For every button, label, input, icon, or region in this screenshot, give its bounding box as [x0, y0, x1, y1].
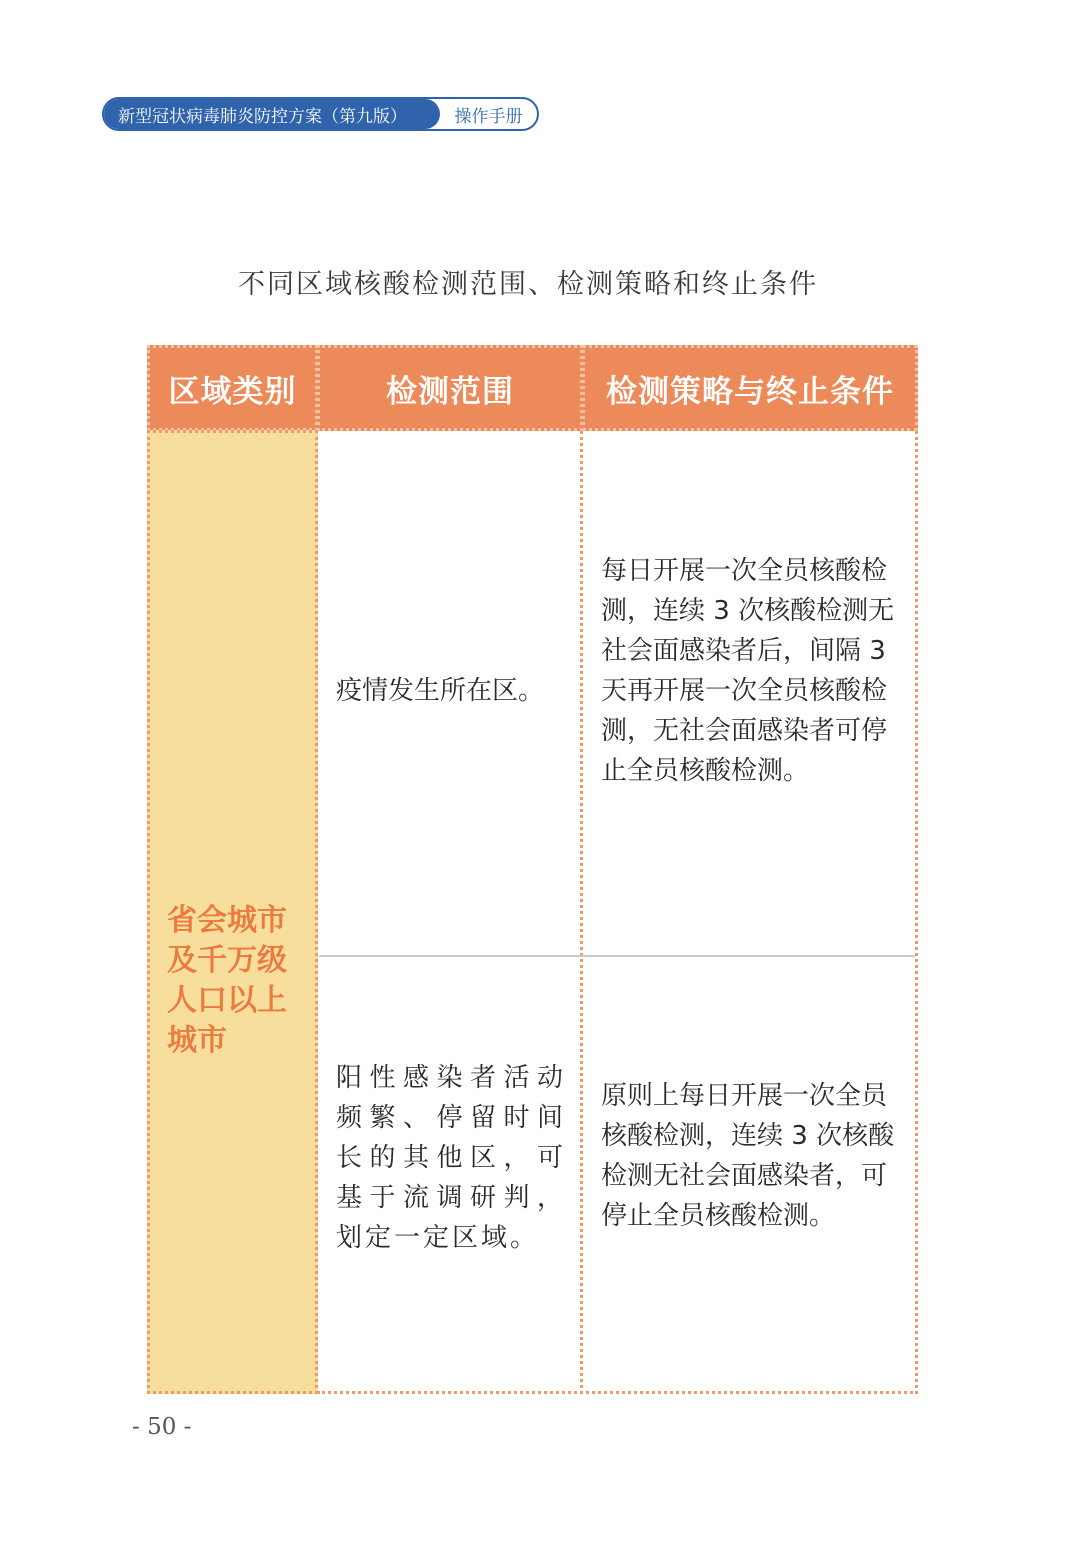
region-label: 省会城市及千万级人口以上城市	[167, 903, 287, 1058]
page-title: 不同区域核酸检测范围、检测策略和终止条件	[238, 269, 818, 300]
column-header-strategy: 检测策略与终止条件	[582, 345, 918, 431]
table-row-1-scope	[318, 431, 582, 956]
table-bottom-border	[317, 1391, 918, 1394]
row-divider	[319, 955, 915, 957]
row-1-strategy-text: 每日开展一次全员核酸检测，连续 3 次核酸检测无社会面感染者后，间隔 3 天再开展一次全员核酸检测，无社会面感染者可停止全员核酸检测。	[601, 556, 895, 786]
page-number: - 50 -	[132, 1414, 192, 1440]
row-2-strategy-text: 原则上每日开展一次全员核酸检测，连续 3 次核酸检测无社会面感染者，可停止全员核酸检测。	[601, 1080, 895, 1231]
table-row-2-strategy	[583, 957, 915, 1392]
running-header-title: 新型冠状病毒肺炎防控方案（第九版）	[104, 99, 440, 129]
divider-scope-strategy	[580, 431, 583, 1394]
table-row-1-strategy	[583, 431, 915, 956]
row-2-scope-text: 阳性感染者活动频繁、停留时间长的其他区，可基于流调研判，划定一定区域。	[336, 1062, 566, 1253]
region-cell	[147, 430, 318, 1394]
testing-strategy-table	[147, 345, 918, 1394]
running-header	[102, 97, 539, 131]
row-1-scope-text: 疫情发生所在区。	[336, 676, 545, 706]
column-header-region: 区域类别	[147, 345, 318, 431]
running-header-subtitle: 操作手册	[454, 106, 523, 127]
column-header-scope: 检测范围	[317, 345, 583, 431]
table-right-border	[915, 431, 918, 1394]
table-row-2-scope	[318, 957, 582, 1392]
